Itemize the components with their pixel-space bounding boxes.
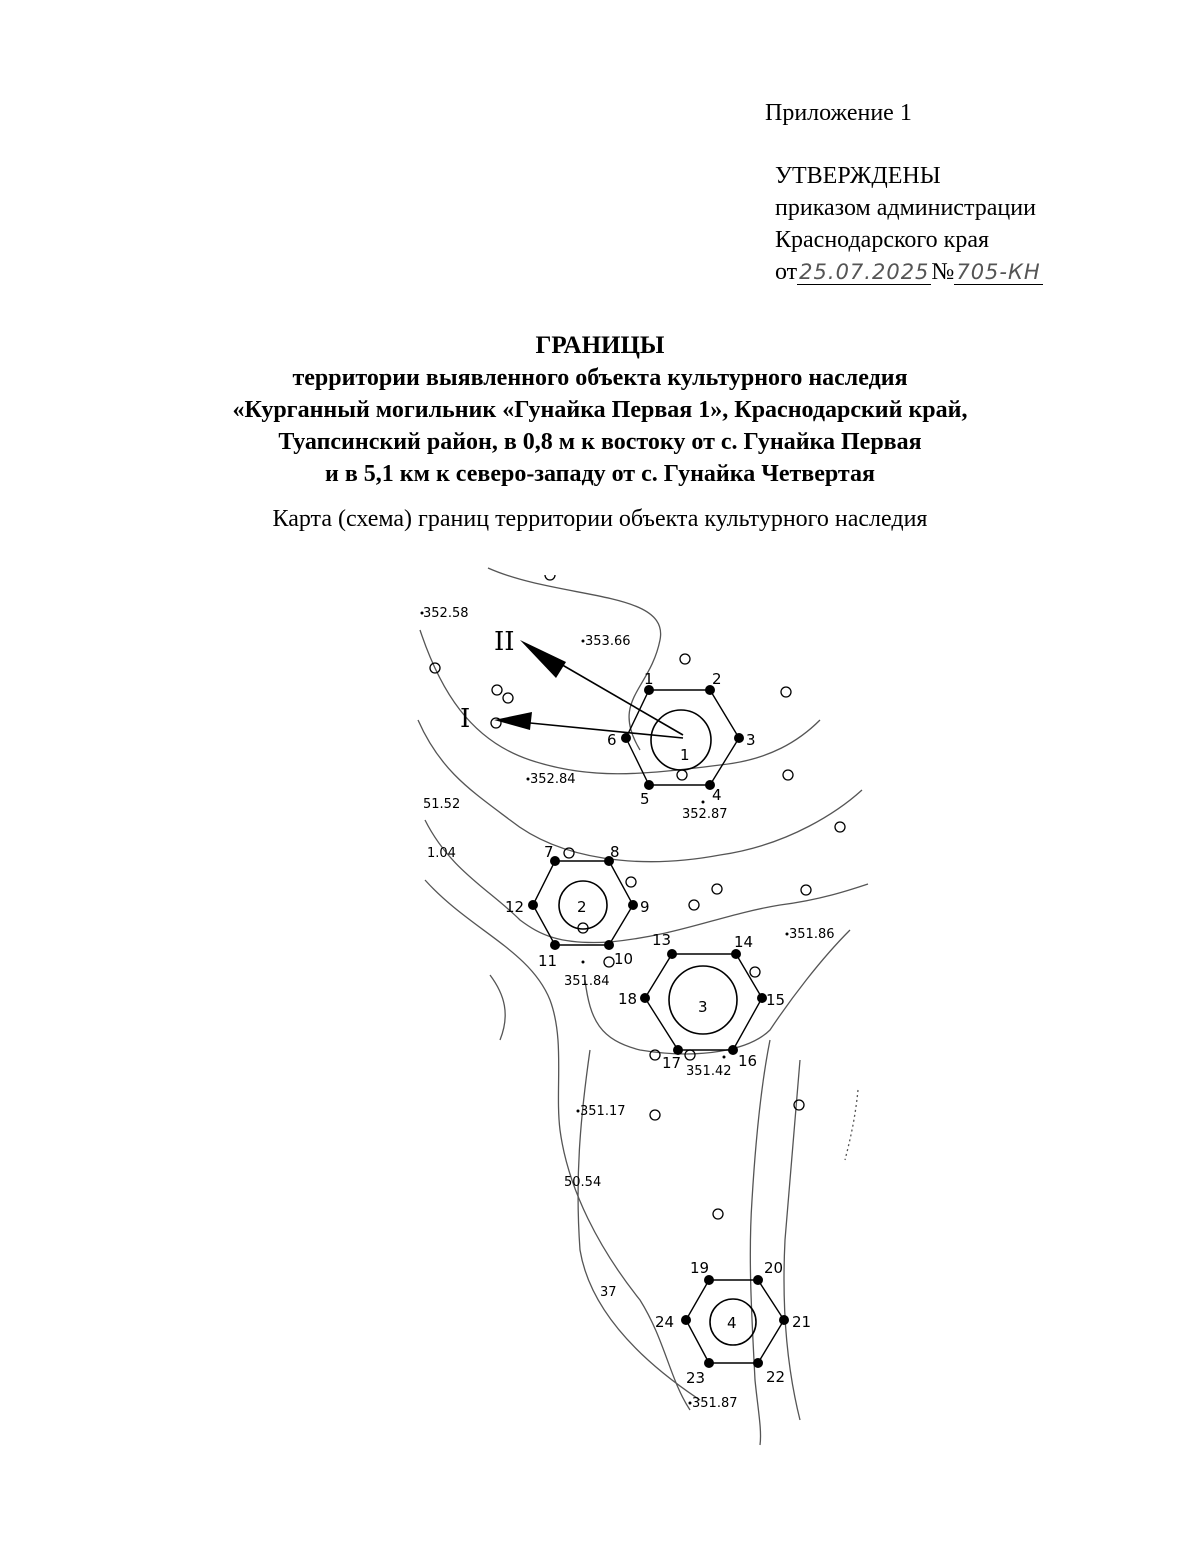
map-subtitle: Карта (схема) границ территории объекта культурного наследия bbox=[272, 506, 928, 532]
elevation-label: 351.87 bbox=[692, 1396, 738, 1411]
point-label: 24 bbox=[655, 1313, 675, 1331]
boundary-point bbox=[604, 940, 614, 950]
elevation-label: 353.66 bbox=[585, 634, 631, 649]
boundary-point bbox=[681, 1315, 691, 1325]
point-label: 23 bbox=[686, 1369, 706, 1387]
boundary-point bbox=[640, 993, 650, 1003]
boundary-point bbox=[667, 949, 677, 959]
title-line-4: и в 5,1 км к северо-западу от с. Гунайка Четвертая bbox=[324, 461, 875, 487]
mound-number: 3 bbox=[698, 998, 708, 1016]
mound-1 bbox=[607, 670, 756, 808]
survey-marker bbox=[677, 770, 687, 780]
survey-marker bbox=[712, 884, 722, 894]
point-label: 21 bbox=[792, 1313, 812, 1331]
survey-marker bbox=[713, 1209, 723, 1219]
boundary-point bbox=[644, 780, 654, 790]
point-label: 9 bbox=[640, 898, 650, 916]
survey-marker bbox=[492, 685, 502, 695]
point-label: 3 bbox=[746, 731, 756, 749]
boundary-point bbox=[704, 1358, 714, 1368]
from-label: от bbox=[775, 259, 798, 285]
mound-2 bbox=[505, 843, 650, 970]
point-label: 11 bbox=[538, 952, 558, 970]
contour-line bbox=[845, 1090, 858, 1160]
boundary-point bbox=[753, 1275, 763, 1285]
point-label: 6 bbox=[607, 731, 617, 749]
contour-line bbox=[425, 820, 868, 943]
point-label: 22 bbox=[766, 1368, 786, 1386]
elevation-label: 351.17 bbox=[580, 1104, 626, 1119]
direction-label-i: I bbox=[460, 704, 471, 734]
survey-marker bbox=[781, 687, 791, 697]
point-label: 15 bbox=[766, 991, 786, 1009]
survey-markers bbox=[430, 575, 845, 1219]
point-label: 16 bbox=[738, 1052, 758, 1070]
mound-number: 4 bbox=[727, 1314, 737, 1332]
survey-marker bbox=[835, 822, 845, 832]
arrow-ii-head bbox=[520, 640, 566, 678]
point-label: 4 bbox=[712, 786, 722, 804]
elevation-label: 51.52 bbox=[423, 797, 461, 812]
title-line-3: Туапсинский район, в 0,8 м к востоку от с. Гунайка Первая bbox=[278, 429, 922, 455]
point-label: 19 bbox=[690, 1259, 710, 1277]
mound-number: 1 bbox=[680, 746, 690, 764]
boundary-point bbox=[779, 1315, 789, 1325]
contour-line bbox=[420, 630, 820, 774]
boundary-point bbox=[550, 940, 560, 950]
point-label: 5 bbox=[640, 790, 650, 808]
survey-marker bbox=[626, 877, 636, 887]
elevation-label: 37 bbox=[600, 1285, 617, 1300]
point-label: 8 bbox=[610, 843, 620, 861]
contour-line bbox=[425, 880, 690, 1410]
mound-number: 2 bbox=[577, 898, 587, 916]
survey-marker bbox=[689, 900, 699, 910]
boundary-point bbox=[628, 900, 638, 910]
survey-marker bbox=[750, 967, 760, 977]
elevation-label: 351.86 bbox=[789, 927, 835, 942]
title-main: ГРАНИЦЫ bbox=[535, 332, 665, 359]
point-label: 13 bbox=[652, 931, 672, 949]
title-line-1: территории выявленного объекта культурного наследия bbox=[292, 365, 908, 391]
point-label: 7 bbox=[544, 843, 554, 861]
point-label: 1 bbox=[644, 670, 654, 688]
contour-line bbox=[784, 1060, 800, 1420]
contour-line bbox=[578, 1050, 700, 1400]
survey-marker bbox=[604, 957, 614, 967]
point-label: 14 bbox=[734, 933, 754, 951]
elevation-label: 352.84 bbox=[530, 772, 576, 787]
survey-marker bbox=[801, 885, 811, 895]
survey-marker bbox=[503, 693, 513, 703]
point-label: 18 bbox=[618, 990, 638, 1008]
order-label: приказом администрации bbox=[775, 195, 1036, 221]
approved-label: УТВЕРЖДЕНЫ bbox=[775, 163, 941, 189]
number-sign: № bbox=[931, 259, 955, 285]
point-label: 17 bbox=[662, 1054, 682, 1072]
elevation-label: 351.84 bbox=[564, 974, 610, 989]
point-label: 2 bbox=[712, 670, 722, 688]
boundary-point bbox=[734, 733, 744, 743]
elevation-label: 352.87 bbox=[682, 807, 728, 822]
mound-4 bbox=[655, 1259, 811, 1387]
survey-marker bbox=[650, 1110, 660, 1120]
elevation-label: 50.54 bbox=[564, 1175, 602, 1190]
boundary-point bbox=[728, 1045, 738, 1055]
title-line-2: «Курганный могильник «Гунайка Первая 1», Краснодарский край, bbox=[232, 397, 968, 423]
point-label: 20 bbox=[764, 1259, 784, 1277]
survey-marker bbox=[680, 654, 690, 664]
region-label: Краснодарского края bbox=[775, 227, 990, 253]
elevation-label: 1.04 bbox=[427, 846, 456, 861]
survey-marker bbox=[783, 770, 793, 780]
contour-line bbox=[490, 975, 505, 1040]
survey-marker bbox=[491, 718, 501, 728]
survey-marker bbox=[564, 848, 574, 858]
survey-marker bbox=[794, 1100, 804, 1110]
direction-label-ii: II bbox=[494, 627, 515, 657]
boundary-point bbox=[528, 900, 538, 910]
order-number: 705-КН bbox=[956, 260, 1041, 284]
elevation-label: 352.58 bbox=[423, 606, 469, 621]
order-date: 25.07.2025 bbox=[799, 260, 930, 284]
appendix-label: Приложение 1 bbox=[765, 100, 912, 126]
arrow-i-line bbox=[520, 722, 683, 738]
boundary-point bbox=[621, 733, 631, 743]
survey-marker bbox=[545, 575, 555, 580]
point-label: 10 bbox=[614, 950, 634, 968]
point-label: 12 bbox=[505, 898, 525, 916]
arrow-i-head bbox=[494, 712, 532, 730]
survey-marker bbox=[685, 1050, 695, 1060]
boundary-point bbox=[753, 1358, 763, 1368]
elevation-label: 351.42 bbox=[686, 1064, 732, 1079]
